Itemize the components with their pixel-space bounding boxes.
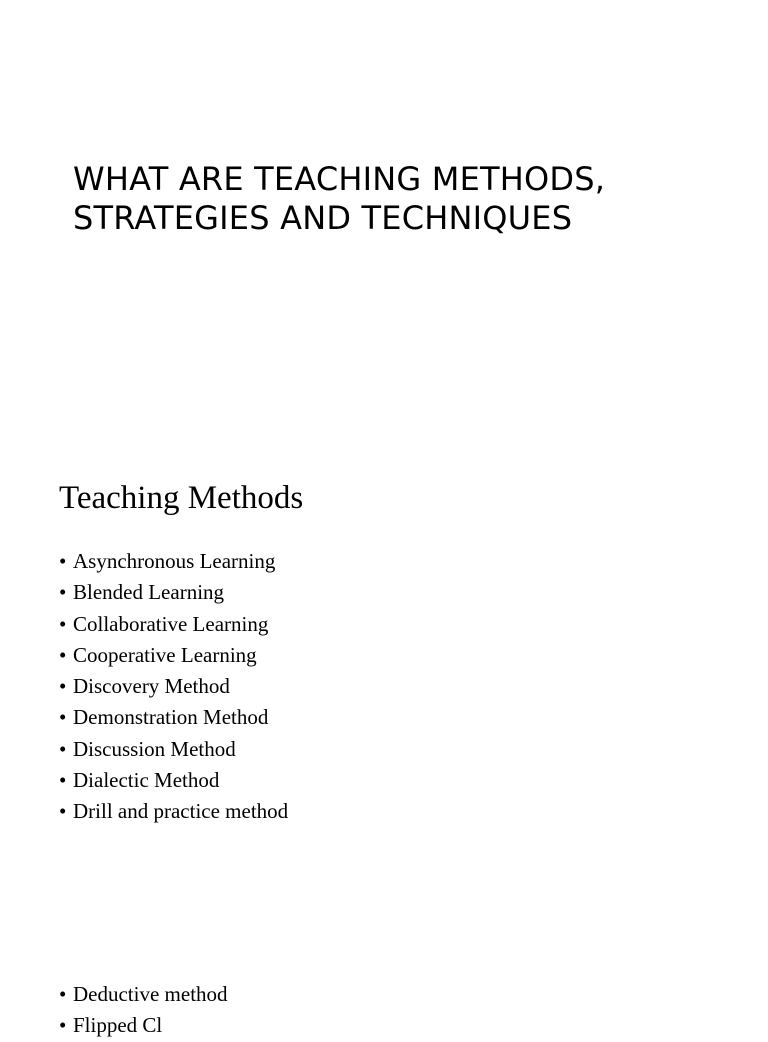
bullet-icon: • bbox=[59, 611, 67, 636]
list-item-label: Cooperative Learning bbox=[73, 642, 257, 667]
list-item bbox=[59, 979, 228, 1010]
list-item-label: Discussion Method bbox=[73, 736, 236, 761]
bullet-icon: • bbox=[59, 674, 67, 699]
bullet-icon: • bbox=[59, 642, 67, 667]
list-item bbox=[59, 640, 288, 671]
bullet-icon: • bbox=[59, 1013, 67, 1038]
list-item bbox=[59, 609, 288, 640]
continued-methods-list bbox=[59, 979, 228, 1042]
bullet-icon: • bbox=[59, 580, 67, 605]
list-item bbox=[59, 796, 288, 827]
section-heading: Teaching Methods bbox=[59, 480, 304, 516]
list-item-label: Discovery Method bbox=[73, 674, 230, 699]
list-item bbox=[59, 1010, 228, 1041]
bullet-icon: • bbox=[59, 736, 67, 761]
list-item-label: Drill and practice method bbox=[73, 799, 289, 824]
bullet-icon: • bbox=[59, 799, 67, 824]
list-item-label: Demonstration Method bbox=[73, 705, 269, 730]
list-item bbox=[59, 765, 288, 796]
list-item-label: Flipped Cl bbox=[73, 1013, 163, 1038]
list-item-label: Deductive method bbox=[73, 982, 228, 1006]
bullet-icon: • bbox=[59, 705, 67, 730]
list-item-label: Dialectic Method bbox=[73, 768, 220, 793]
bullet-icon: • bbox=[59, 549, 67, 573]
list-item bbox=[59, 546, 288, 577]
slide-title: WHAT ARE TEACHING METHODS, STRATEGIES AND TECHNIQUES bbox=[73, 160, 606, 237]
list-item bbox=[59, 734, 288, 765]
list-item bbox=[59, 702, 288, 733]
list-item-label: Collaborative Learning bbox=[73, 611, 269, 636]
list-item bbox=[59, 671, 288, 702]
bullet-icon: • bbox=[59, 982, 67, 1006]
bullet-icon: • bbox=[59, 768, 67, 793]
list-item-label: Asynchronous Learning bbox=[73, 549, 276, 573]
list-item-label: Blended Learning bbox=[73, 580, 225, 605]
teaching-methods-list bbox=[59, 546, 288, 828]
list-item bbox=[59, 577, 288, 608]
